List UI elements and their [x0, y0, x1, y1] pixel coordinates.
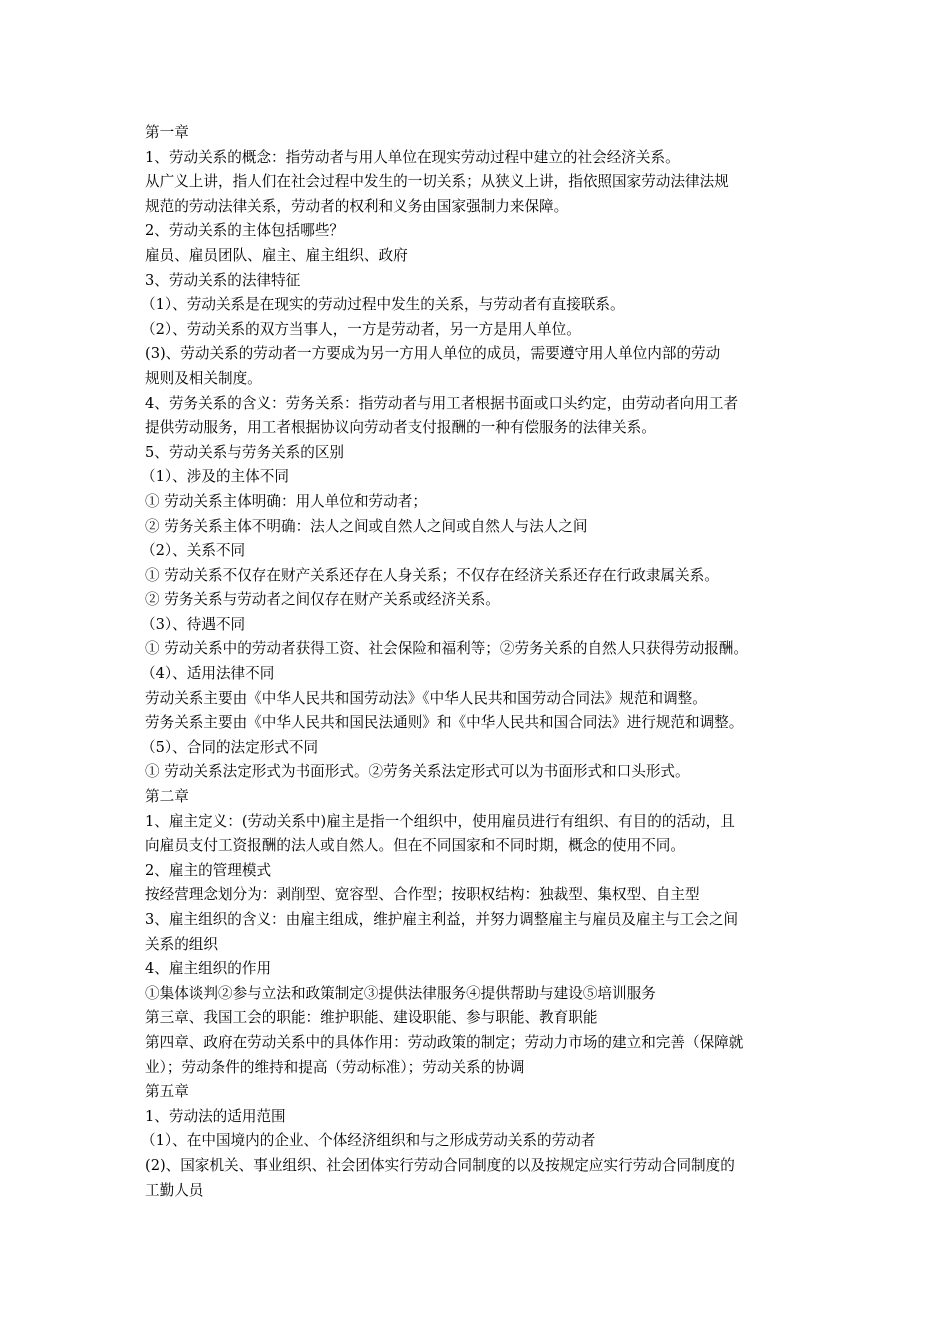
text-line: （2）、劳动关系的双方当事人，一方是劳动者，另一方是用人单位。 — [141, 320, 581, 338]
text-line: 1、劳动法的适用范围 — [145, 1107, 286, 1125]
text-line: 1、雇主定义：(劳动关系中)雇主是指一个组织中，使用雇员进行有组织、有目的的活动，且 — [145, 812, 735, 830]
text-line: 5、劳动关系与劳务关系的区别 — [145, 443, 345, 461]
chapter-4-heading: 第四章、政府在劳动关系中的具体作用：劳动政策的制定；劳动力市场的建立和完善（保障就 — [145, 1033, 744, 1051]
text-line: （1）、在中国境内的企业、个体经济组织和与之形成劳动关系的劳动者 — [141, 1132, 596, 1150]
text-line: 提供劳动服务，用工者根据协议向劳动者支付报酬的一种有偿服务的法律关系。 — [145, 419, 656, 437]
text-line: ①集体谈判②参与立法和政策制定③提供法律服务④提供帮助与建设⑤培训服务 — [145, 984, 656, 1002]
text-line: 3、雇主组织的含义：由雇主组成，维护雇主利益，并努力调整雇主与雇员及雇主与工会之间 — [145, 911, 739, 928]
text-line: 4、劳务关系的含义：劳务关系：指劳动者与用工者根据书面或口头约定，由劳动者向用工者 — [145, 394, 739, 412]
text-line: 4、雇主组织的作用 — [145, 960, 272, 978]
chapter-1-heading: 第一章 — [145, 124, 189, 141]
text-line: （3）、待遇不同 — [141, 615, 246, 633]
text-line: 工勤人员 — [145, 1181, 204, 1199]
text-line: 按经营理念划分为：剥削型、宽容型、合作型；按职权结构：独裁型、集权型、自主型 — [145, 886, 700, 904]
text-line: 关系的组织 — [145, 935, 218, 953]
chapter-3-heading: 第三章、我国工会的职能：维护职能、建设职能、参与职能、教育职能 — [145, 1009, 598, 1027]
text-line: (3)、劳动关系的劳动者一方要成为另一方用人单位的成员，需要遵守用人单位内部的劳动 — [145, 345, 721, 363]
text-line: 劳务关系主要由《中华人民共和国民法通则》和《中华人民共和国合同法》进行规范和调整。 — [145, 714, 744, 732]
text-line: 1、劳动关系的概念：指劳动者与用人单位在现实劳动过程中建立的社会经济关系。 — [145, 148, 680, 166]
text-line: （1）、劳动关系是在现实的劳动过程中发生的关系，与劳动者有直接联系。 — [141, 296, 625, 314]
text-line: ① 劳动关系主体明确：用人单位和劳动者； — [145, 492, 427, 510]
text-line: 从广义上讲，指人们在社会过程中发生的一切关系；从狭义上讲，指依照国家劳动法律法规 — [145, 173, 729, 191]
text-line: (2)、国家机关、事业组织、社会团体实行劳动合同制度的以及按规定应实行劳动合同制度的 — [145, 1156, 735, 1174]
text-line: （1）、涉及的主体不同 — [141, 468, 289, 486]
text-line: ① 劳动关系中的劳动者获得工资、社会保险和福利等；②劳务关系的自然人只获得劳动报酬。 — [145, 640, 748, 658]
text-line: （2）、关系不同 — [141, 542, 246, 560]
text-line: （4）、适用法律不同 — [141, 665, 275, 683]
text-line: ① 劳动关系不仅存在财产关系还存在人身关系；不仅存在经济关系还存在行政隶属关系。 — [145, 566, 719, 584]
text-line: 3、劳动关系的法律特征 — [145, 271, 301, 289]
chapter-2-heading: 第二章 — [145, 788, 189, 806]
document-body — [141, 121, 820, 1203]
text-line: （5）、合同的法定形式不同 — [141, 738, 319, 756]
chapter-5-heading: 第五章 — [145, 1083, 189, 1101]
text-line: 业）；劳动条件的维持和提高（劳动标准）；劳动关系的协调 — [145, 1058, 525, 1076]
text-line: ① 劳动关系法定形式为书面形式。②劳务关系法定形式可以为书面形式和口头形式。 — [145, 763, 690, 781]
text-line: 规则及相关制度。 — [145, 369, 262, 387]
text-line: ② 劳务关系主体不明确：法人之间或自然人之间或自然人与法人之间 — [145, 517, 588, 535]
text-line: 2、劳动关系的主体包括哪些？ — [145, 222, 345, 240]
text-line: 规范的劳动法律关系，劳动者的权利和义务由国家强制力来保障。 — [145, 197, 569, 215]
text-line: 向雇员支付工资报酬的法人或自然人。但在不同国家和不同时期，概念的使用不同。 — [145, 837, 685, 855]
text-line: 雇员、雇员团队、雇主、雇主组织、政府 — [145, 246, 408, 264]
text-line: 劳动关系主要由《中华人民共和国劳动法》《中华人民共和国劳动合同法》规范和调整。 — [145, 689, 707, 707]
text-line: 2、雇主的管理模式 — [145, 861, 272, 879]
text-line: ② 劳务关系与劳动者之间仅存在财产关系或经济关系。 — [145, 591, 500, 609]
